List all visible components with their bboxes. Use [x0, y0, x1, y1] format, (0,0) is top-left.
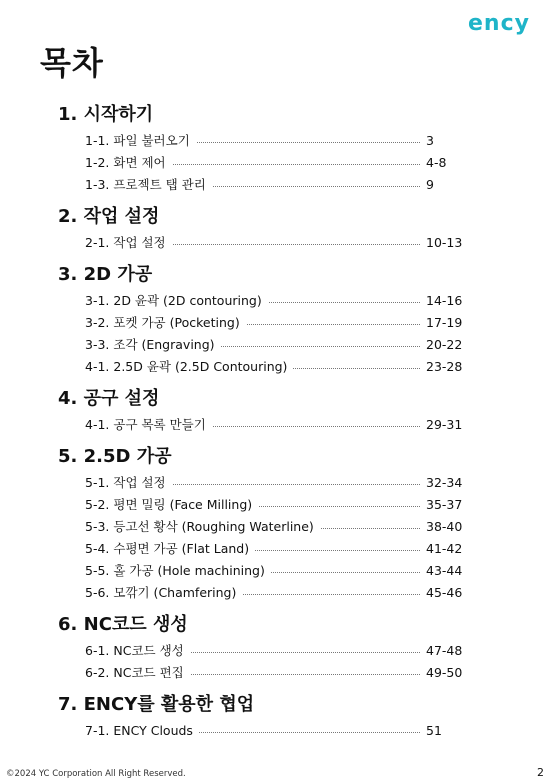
dot-leader [170, 662, 424, 675]
dot-leader [170, 640, 424, 653]
toc-entry-pages: 38-40 [420, 516, 478, 538]
toc-entry[interactable] [0, 472, 552, 494]
toc-entry-label: 7-1. ENCY Clouds [85, 720, 199, 742]
ency-logo [468, 8, 538, 38]
toc-entry[interactable] [0, 582, 552, 604]
toc-entry-pages: 9 [420, 174, 478, 196]
toc-section [0, 442, 552, 604]
toc-entry[interactable] [0, 174, 552, 196]
toc-entry-label: 1-1. 파일 불러오기 [85, 130, 196, 152]
page-title: 목차 [40, 44, 104, 82]
toc-entry[interactable] [0, 232, 552, 254]
toc-entry-label: 5-2. 평면 밀링 (Face Milling) [85, 494, 258, 516]
toc-entry-pages: 23-28 [420, 356, 478, 378]
page-number: 2 [537, 766, 544, 779]
toc-entry-pages: 17-19 [420, 312, 478, 334]
section-heading: 2. 작업 설정 [58, 206, 160, 227]
toc-entry-label: 5-3. 등고선 황삭 (Roughing Waterline) [85, 516, 320, 538]
toc-entry-label: 5-5. 홀 가공 (Hole machining) [85, 560, 271, 582]
toc-entry[interactable] [0, 414, 552, 436]
toc-entry-label: 5-6. 모깎기 (Chamfering) [85, 582, 242, 604]
toc-entry-pages: 35-37 [420, 494, 478, 516]
toc-entry-label: 5-4. 수평면 가공 (Flat Land) [85, 538, 255, 560]
toc-entry-pages: 14-16 [420, 290, 478, 312]
toc-entry[interactable] [0, 560, 552, 582]
toc-entry-pages: 4-8 [420, 152, 478, 174]
toc-entry[interactable] [0, 130, 552, 152]
toc-entry-pages: 47-48 [420, 640, 478, 662]
table-of-contents [0, 100, 552, 748]
dot-leader [170, 130, 424, 143]
toc-entry-pages: 10-13 [420, 232, 478, 254]
svg-text:ency: ency [468, 11, 530, 36]
section-heading: 5. 2.5D 가공 [58, 446, 172, 467]
toc-section [0, 384, 552, 436]
toc-entry-label: 3-1. 2D 윤곽 (2D contouring) [85, 290, 268, 312]
toc-entry[interactable] [0, 494, 552, 516]
toc-entry-label: 1-3. 프로젝트 탭 관리 [85, 174, 212, 196]
section-heading: 1. 시작하기 [58, 104, 154, 125]
dot-leader [170, 472, 424, 485]
toc-entry[interactable] [0, 640, 552, 662]
toc-entry-label: 3-3. 조각 (Engraving) [85, 334, 221, 356]
toc-entry-pages: 51 [420, 720, 478, 742]
toc-entry-pages: 29-31 [420, 414, 478, 436]
toc-entry[interactable] [0, 312, 552, 334]
toc-entry-label: 6-1. NC코드 생성 [85, 640, 190, 662]
toc-entry[interactable] [0, 152, 552, 174]
toc-entry-pages: 43-44 [420, 560, 478, 582]
toc-entry[interactable] [0, 356, 552, 378]
toc-entry-label: 6-2. NC코드 편집 [85, 662, 190, 684]
toc-entry-label: 3-2. 포켓 가공 (Pocketing) [85, 312, 246, 334]
toc-entry[interactable] [0, 662, 552, 684]
copyright-footer: ©2024 YC Corporation All Right Reserved. [6, 769, 186, 779]
toc-entry-pages: 20-22 [420, 334, 478, 356]
section-heading: 3. 2D 가공 [58, 264, 153, 285]
toc-entry[interactable] [0, 720, 552, 742]
toc-entry-label: 1-2. 화면 제어 [85, 152, 172, 174]
toc-section [0, 690, 552, 742]
section-heading: 6. NC코드 생성 [58, 614, 188, 635]
toc-entry-pages: 32-34 [420, 472, 478, 494]
toc-entry-pages: 45-46 [420, 582, 478, 604]
toc-entry-label: 2-1. 작업 설정 [85, 232, 172, 254]
dot-leader [170, 720, 424, 733]
toc-entry-label: 5-1. 작업 설정 [85, 472, 172, 494]
toc-section [0, 610, 552, 684]
toc-entry[interactable] [0, 290, 552, 312]
toc-entry[interactable] [0, 334, 552, 356]
toc-entry[interactable] [0, 516, 552, 538]
toc-section [0, 202, 552, 254]
toc-entry-pages: 49-50 [420, 662, 478, 684]
toc-entry-pages: 41-42 [420, 538, 478, 560]
section-heading: 4. 공구 설정 [58, 388, 160, 409]
toc-entry-label: 4-1. 2.5D 윤곽 (2.5D Contouring) [85, 356, 293, 378]
toc-entry-pages: 3 [420, 130, 478, 152]
toc-section [0, 100, 552, 196]
toc-section [0, 260, 552, 378]
toc-entry[interactable] [0, 538, 552, 560]
section-heading: 7. ENCY를 활용한 협업 [58, 694, 255, 715]
toc-entry-label: 4-1. 공구 목록 만들기 [85, 414, 212, 436]
dot-leader [170, 152, 424, 165]
dot-leader [170, 232, 424, 245]
